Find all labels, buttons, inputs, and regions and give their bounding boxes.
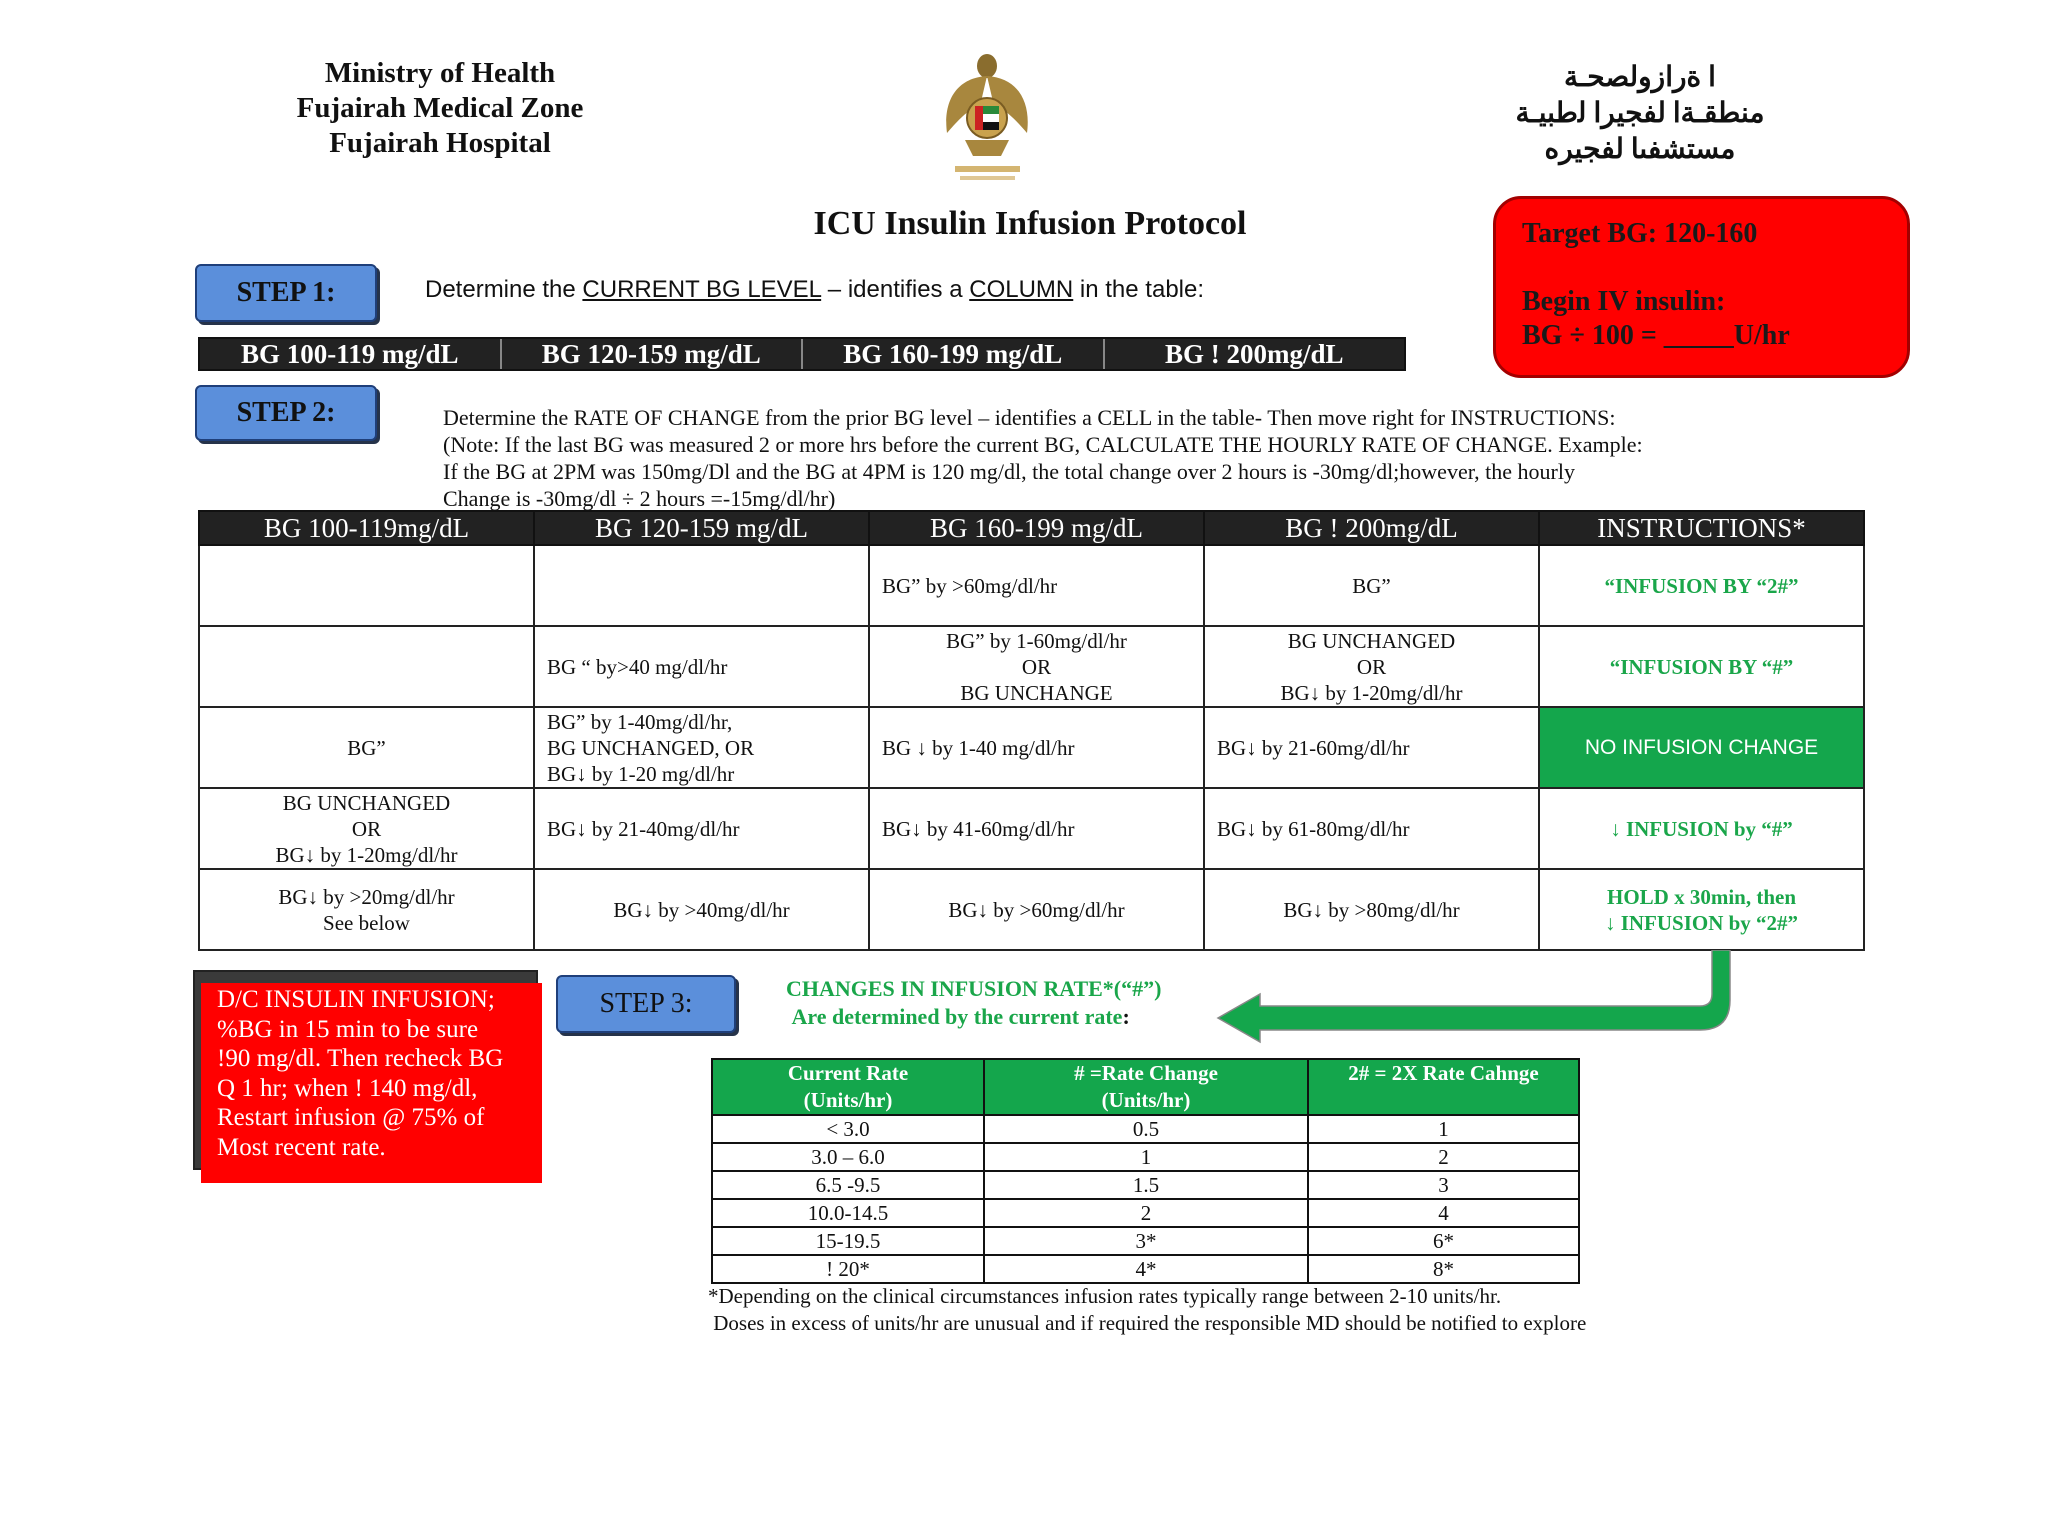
header-right-arabic xyxy=(1480,60,1800,168)
table-cell: BG↓ by 61-80mg/dl/hr xyxy=(1204,788,1539,869)
header-line: 2# = 2X Rate Cahnge xyxy=(1348,1061,1539,1085)
insulin-formula-line: BG ÷ 100 = _____U/hr xyxy=(1522,320,1790,351)
table-row xyxy=(199,788,1864,869)
cell-line: HOLD x 30min, then xyxy=(1606,884,1797,909)
table-cell: BG↓ by 21-60mg/dl/hr xyxy=(1204,707,1539,788)
changes-subtitle xyxy=(786,1003,1161,1031)
instruction-cell xyxy=(1539,869,1864,950)
table-cell: 10.0-14.5 xyxy=(712,1199,984,1227)
cell-line: BG” by 1-60mg/dl/hr xyxy=(946,628,1127,653)
instruction-cell: “INFUSION BY “2#” xyxy=(1539,545,1864,626)
table-cell xyxy=(534,707,869,788)
table-cell: 3* xyxy=(984,1227,1308,1255)
step1-text-mid: – identifies a xyxy=(821,276,970,303)
table-row xyxy=(712,1199,1579,1227)
header-left xyxy=(250,56,630,161)
green-arrow-icon xyxy=(1200,950,1760,1050)
table-cell xyxy=(1204,626,1539,707)
table-header-row xyxy=(199,511,1864,545)
table-cell: 4* xyxy=(984,1255,1308,1283)
rate-col-change xyxy=(984,1059,1308,1115)
footnote-line: Doses in excess of units/hr are unusual and if required the responsible MD should be notified to explore xyxy=(708,1311,1587,1335)
table-cell: BG↓ by 21-40mg/dl/hr xyxy=(534,788,869,869)
begin-insulin-line: Begin IV insulin: xyxy=(1522,286,1726,317)
table-cell: 1 xyxy=(1308,1115,1579,1143)
col-header-160-199: BG 160-199 mg/dL xyxy=(869,511,1204,545)
cell-line: BG UNCHANGED xyxy=(282,790,451,815)
bar-col-1: BG 100-119 mg/dL xyxy=(200,339,502,369)
dc-line: Q 1 hr; when ! 140 mg/dl, xyxy=(217,1074,478,1102)
table-cell xyxy=(869,626,1204,707)
table-cell: BG” xyxy=(1204,545,1539,626)
cell-line: BG↓ by 1-20 mg/dl/hr xyxy=(547,761,735,786)
table-cell: 2 xyxy=(1308,1143,1579,1171)
table-cell: 1 xyxy=(984,1143,1308,1171)
insulin-protocol-table xyxy=(198,510,1865,951)
step2-line: (Note: If the last BG was measured 2 or more hrs before the current BG, CALCULATE THE HOURLY RATE OF CHANGE. Example: xyxy=(443,432,1643,457)
instruction-cell: ↓ INFUSION by “#” xyxy=(1539,788,1864,869)
step2-line: Change is -30mg/dl ÷ 2 hours =-15mg/dl/hr) xyxy=(443,486,836,511)
cell-line: BG UNCHANGED xyxy=(1287,628,1456,653)
table-cell: BG” by >60mg/dl/hr xyxy=(869,545,1204,626)
footnote-line: *Depending on the clinical circumstances infusion rates typically range between 2-10 units/hr. xyxy=(708,1284,1502,1308)
table-cell: 8* xyxy=(1308,1255,1579,1283)
ministry-line: Ministry of Health xyxy=(324,57,556,89)
table-cell: 6* xyxy=(1308,1227,1579,1255)
step3-button: STEP 3: xyxy=(556,975,736,1033)
table-cell: ! 20* xyxy=(712,1255,984,1283)
changes-colon: : xyxy=(1122,1004,1130,1029)
table-cell: BG” xyxy=(199,707,534,788)
rate-change-table xyxy=(711,1058,1580,1284)
table-cell: BG↓ by >60mg/dl/hr xyxy=(869,869,1204,950)
table-cell: 3.0 – 6.0 xyxy=(712,1143,984,1171)
dc-line: %BG in 15 min to be sure xyxy=(217,1015,479,1043)
footnote xyxy=(708,1283,1586,1337)
table-cell: BG↓ by >80mg/dl/hr xyxy=(1204,869,1539,950)
table-cell: 0.5 xyxy=(984,1115,1308,1143)
dc-line: Restart infusion @ 75% of xyxy=(217,1104,485,1131)
header-line: Current Rate xyxy=(787,1061,909,1085)
table-cell: < 3.0 xyxy=(712,1115,984,1143)
target-bg-box xyxy=(1493,196,1910,378)
table-cell: 3 xyxy=(1308,1171,1579,1199)
col-header-100-119: BG 100-119mg/dL xyxy=(199,511,534,545)
step2-line: Determine the RATE OF CHANGE from the prior BG level – identifies a CELL in the table- Then move right for INSTRUCTIONS: xyxy=(443,405,1616,430)
step1-text-post: in the table: xyxy=(1073,276,1205,303)
table-cell xyxy=(199,626,534,707)
header-line: (Units/hr) xyxy=(803,1088,893,1112)
zone-line: Fujairah Medical Zone xyxy=(296,92,584,124)
table-cell xyxy=(199,788,534,869)
bar-col-3: BG 160-199 mg/dL xyxy=(803,339,1105,369)
changes-title: CHANGES IN INFUSION RATE*(“#”) xyxy=(786,976,1162,1001)
cell-line: BG↓ by >20mg/dl/hr xyxy=(278,884,455,909)
col-header-instructions: INSTRUCTIONS* xyxy=(1539,511,1864,545)
table-row xyxy=(199,545,1864,626)
bar-col-4: BG ! 200mg/dL xyxy=(1164,339,1344,369)
rate-col-double xyxy=(1308,1059,1579,1115)
cell-line: OR xyxy=(1021,654,1052,679)
table-cell xyxy=(534,545,869,626)
instruction-cell: “INFUSION BY “#” xyxy=(1539,626,1864,707)
page-title: ICU Insulin Infusion Protocol xyxy=(813,205,1247,242)
bar-col-2: BG 120-159 mg/dL xyxy=(502,339,804,369)
no-change-cell: NO INFUSION CHANGE xyxy=(1539,707,1864,788)
changes-subtitle-text: Are determined by the current rate xyxy=(791,1004,1123,1029)
table-row xyxy=(712,1171,1579,1199)
dc-line: Most recent rate. xyxy=(217,1133,386,1161)
table-cell xyxy=(199,545,534,626)
col-header-200: BG ! 200mg/dL xyxy=(1204,511,1539,545)
infusion-rate-changes-text xyxy=(786,975,1161,1031)
step1-button: STEP 1: xyxy=(195,264,377,322)
step2-instructions xyxy=(443,404,1713,512)
cell-line: BG UNCHANGED, OR xyxy=(547,735,755,760)
table-cell: 6.5 -9.5 xyxy=(712,1171,984,1199)
cell-line: ↓ INFUSION by “2#” xyxy=(1604,910,1799,935)
cell-line: BG↓ by 1-20mg/dl/hr xyxy=(1280,680,1463,705)
step1-column: COLUMN xyxy=(969,276,1074,303)
table-cell: 2 xyxy=(984,1199,1308,1227)
dc-line: D/C INSULIN INFUSION; xyxy=(217,986,495,1013)
rate-col-current xyxy=(712,1059,984,1115)
step2-line: If the BG at 2PM was 150mg/Dl and the BG at 4PM is 120 mg/dl, the total change over 2 hours is -30mg/dl;however, the hourly xyxy=(443,459,1575,484)
table-row xyxy=(712,1115,1579,1143)
rate-header-row xyxy=(712,1059,1579,1115)
table-cell: BG↓ by >40mg/dl/hr xyxy=(534,869,869,950)
table-row xyxy=(199,707,1864,788)
bg-column-bar xyxy=(198,337,1406,371)
col-header-120-159: BG 120-159 mg/dL xyxy=(534,511,869,545)
table-cell: 15-19.5 xyxy=(712,1227,984,1255)
table-row xyxy=(712,1255,1579,1283)
step1-instruction xyxy=(425,276,1204,304)
table-cell: BG “ by>40 mg/dl/hr xyxy=(534,626,869,707)
target-bg-line: Target BG: 120-160 xyxy=(1522,218,1758,249)
step2-button: STEP 2: xyxy=(195,385,377,441)
arabic-zone-line: منطقـةا لفجيرا ﻟطبيـة xyxy=(1515,98,1765,129)
table-cell: 1.5 xyxy=(984,1171,1308,1199)
cell-line: BG UNCHANGE xyxy=(960,680,1113,705)
table-cell: 4 xyxy=(1308,1199,1579,1227)
step1-current-bg: CURRENT BG LEVEL xyxy=(582,276,822,303)
table-row xyxy=(199,626,1864,707)
arabic-ministry-line: ا ةرازولصحـة xyxy=(1564,62,1716,93)
table-row xyxy=(199,869,1864,950)
cell-line: BG↓ by 1-20mg/dl/hr xyxy=(275,842,458,867)
header-line: (Units/hr) xyxy=(1101,1088,1191,1112)
dc-insulin-box xyxy=(201,983,542,1183)
dc-line: !90 mg/dl. Then recheck BG xyxy=(217,1045,504,1072)
cell-line: OR xyxy=(1356,654,1387,679)
cell-line: BG” by 1-40mg/dl/hr, xyxy=(547,709,733,734)
table-cell xyxy=(199,869,534,950)
table-cell: BG↓ by 41-60mg/dl/hr xyxy=(869,788,1204,869)
table-row xyxy=(712,1227,1579,1255)
uae-emblem-icon xyxy=(935,48,1040,188)
arabic-hospital-line: مستشفىا لفجيره xyxy=(1544,134,1736,165)
cell-line: See below xyxy=(323,910,410,935)
header-line: # =Rate Change xyxy=(1074,1061,1218,1085)
cell-line: OR xyxy=(351,816,382,841)
table-cell: BG ↓ by 1-40 mg/dl/hr xyxy=(869,707,1204,788)
step1-text-pre: Determine the xyxy=(425,276,583,303)
table-row xyxy=(712,1143,1579,1171)
hospital-line: Fujairah Hospital xyxy=(329,127,551,159)
